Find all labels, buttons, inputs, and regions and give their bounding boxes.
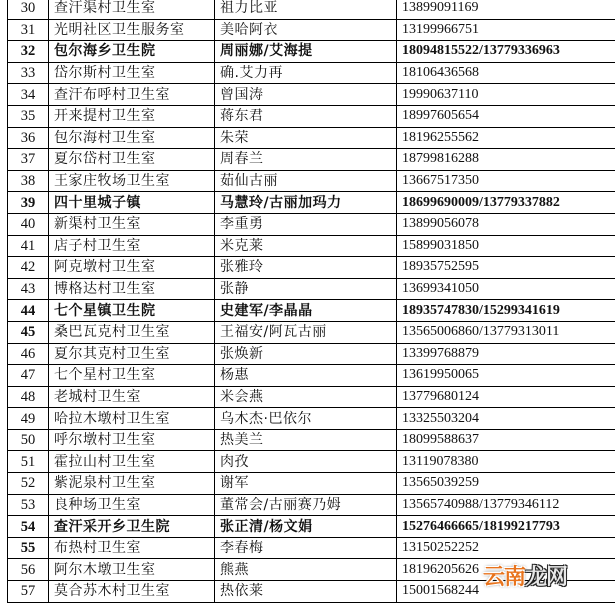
row-number: 31: [8, 19, 49, 41]
phone-cell: 18094815522/13779336963: [397, 41, 615, 63]
facility-name-cell: 包尔海乡卫生院: [49, 41, 215, 63]
table-row: [8, 451, 615, 473]
contact-person-cell: 李重勇: [215, 213, 397, 235]
contact-person-cell: 肉孜: [215, 451, 397, 473]
row-number: 54: [8, 516, 49, 538]
facility-name-cell: 呼尔墩村卫生室: [49, 429, 215, 451]
contact-person-cell: 周春兰: [215, 149, 397, 171]
table-row: [8, 365, 615, 387]
row-number: 30: [8, 0, 49, 19]
phone-cell: 15276466665/18199217793: [397, 516, 615, 538]
facility-name-cell: 良种场卫生室: [49, 494, 215, 516]
facility-name-cell: 夏尔其克村卫生室: [49, 343, 215, 365]
table-row: [8, 494, 615, 516]
contact-person-cell: 热美兰: [215, 429, 397, 451]
contact-person-cell: 乌木杰·巴依尔: [215, 408, 397, 430]
phone-cell: 15001568244: [397, 581, 615, 603]
facility-name-cell: 包尔海村卫生室: [49, 127, 215, 149]
contact-person-cell: 史建军/李晶晶: [215, 300, 397, 322]
table-body: [8, 0, 615, 602]
table-row: [8, 19, 615, 41]
table-row: [8, 84, 615, 106]
phone-cell: 15899031850: [397, 235, 615, 257]
row-number: 40: [8, 213, 49, 235]
contact-person-cell: 董常会/古丽赛乃姆: [215, 494, 397, 516]
phone-cell: 18935747830/15299341619: [397, 300, 615, 322]
watermark-text-a: 云南: [483, 565, 526, 590]
facility-name-cell: 哈拉木墩村卫生室: [49, 408, 215, 430]
table-row: [8, 213, 615, 235]
contact-table: [7, 0, 615, 603]
row-number: 33: [8, 62, 49, 84]
table-row: [8, 321, 615, 343]
watermark-text-b: 龙网: [525, 565, 568, 590]
facility-name-cell: 桑巴瓦克村卫生室: [49, 321, 215, 343]
facility-name-cell: 查汗布呼村卫生室: [49, 84, 215, 106]
contact-person-cell: 马慧玲/古丽加玛力: [215, 192, 397, 214]
contact-person-cell: 李春梅: [215, 537, 397, 559]
facility-name-cell: 夏尔岱村卫生室: [49, 149, 215, 171]
facility-name-cell: 王家庄牧场卫生室: [49, 170, 215, 192]
facility-name-cell: 新渠村卫生室: [49, 213, 215, 235]
table-row: [8, 0, 615, 19]
contact-person-cell: 周丽娜/艾海提: [215, 41, 397, 63]
contact-person-cell: 米克莱: [215, 235, 397, 257]
facility-name-cell: 老城村卫生室: [49, 386, 215, 408]
row-number: 38: [8, 170, 49, 192]
contact-person-cell: 张静: [215, 278, 397, 300]
table-row: [8, 192, 615, 214]
row-number: 39: [8, 192, 49, 214]
table-row: [8, 278, 615, 300]
facility-name-cell: 博格达村卫生室: [49, 278, 215, 300]
contact-person-cell: 热依莱: [215, 581, 397, 603]
contact-person-cell: 美哈阿衣: [215, 19, 397, 41]
facility-name-cell: 开来提村卫生室: [49, 105, 215, 127]
table-row: [8, 235, 615, 257]
table-row: [8, 408, 615, 430]
table-row: [8, 516, 615, 538]
phone-cell: 18106436568: [397, 62, 615, 84]
facility-name-cell: 查汗渠村卫生室: [49, 0, 215, 19]
contact-person-cell: 谢军: [215, 473, 397, 495]
facility-name-cell: 阿克墩村卫生室: [49, 257, 215, 279]
phone-cell: 13565006860/13779313011: [397, 321, 615, 343]
facility-name-cell: 岱尔斯村卫生室: [49, 62, 215, 84]
facility-name-cell: 莫合苏木村卫生室: [49, 581, 215, 603]
row-number: 57: [8, 581, 49, 603]
table-row: [8, 127, 615, 149]
contact-person-cell: 茹仙古丽: [215, 170, 397, 192]
contact-person-cell: 曾国涛: [215, 84, 397, 106]
facility-name-cell: 查汗采开乡卫生院: [49, 516, 215, 538]
row-number: 51: [8, 451, 49, 473]
phone-cell: 13899091169: [397, 0, 615, 19]
table-row: [8, 149, 615, 171]
row-number: 47: [8, 365, 49, 387]
contact-person-cell: 张雅玲: [215, 257, 397, 279]
phone-cell: 13699341050: [397, 278, 615, 300]
row-number: 43: [8, 278, 49, 300]
phone-cell: 19990637110: [397, 84, 615, 106]
phone-cell: 13565740988/13779346112: [397, 494, 615, 516]
row-number: 46: [8, 343, 49, 365]
contact-person-cell: 米会燕: [215, 386, 397, 408]
facility-name-cell: 布热村卫生室: [49, 537, 215, 559]
row-number: 48: [8, 386, 49, 408]
row-number: 52: [8, 473, 49, 495]
phone-cell: 13325503204: [397, 408, 615, 430]
phone-cell: 18997605654: [397, 105, 615, 127]
table-row: [8, 537, 615, 559]
contact-person-cell: 张正清/杨文娟: [215, 516, 397, 538]
row-number: 45: [8, 321, 49, 343]
phone-cell: 13667517350: [397, 170, 615, 192]
table-row: [8, 473, 615, 495]
phone-cell: 13565039259: [397, 473, 615, 495]
row-number: 41: [8, 235, 49, 257]
row-number: 53: [8, 494, 49, 516]
table-row: [8, 300, 615, 322]
facility-name-cell: 七个星村卫生室: [49, 365, 215, 387]
row-number: 55: [8, 537, 49, 559]
row-number: 56: [8, 559, 49, 581]
phone-cell: 18699690009/13779337882: [397, 192, 615, 214]
phone-cell: 13899056078: [397, 213, 615, 235]
row-number: 34: [8, 84, 49, 106]
contact-person-cell: 朱荣: [215, 127, 397, 149]
table-row: [8, 41, 615, 63]
phone-cell: 13119078380: [397, 451, 615, 473]
table-row: [8, 105, 615, 127]
contact-person-cell: 祖力比亚: [215, 0, 397, 19]
table-row: [8, 62, 615, 84]
facility-name-cell: 紫泥泉村卫生室: [49, 473, 215, 495]
contact-person-cell: 张焕新: [215, 343, 397, 365]
contact-person-cell: 杨惠: [215, 365, 397, 387]
phone-cell: 13150252252: [397, 537, 615, 559]
facility-name-cell: 霍拉山村卫生室: [49, 451, 215, 473]
facility-name-cell: 七个星镇卫生院: [49, 300, 215, 322]
phone-cell: 18196205626: [397, 559, 615, 581]
table-row: [8, 343, 615, 365]
row-number: 49: [8, 408, 49, 430]
contact-person-cell: 王福安/阿瓦古丽: [215, 321, 397, 343]
phone-cell: 13779680124: [397, 386, 615, 408]
table-row: [8, 170, 615, 192]
phone-cell: 18196255562: [397, 127, 615, 149]
contact-person-cell: 熊燕: [215, 559, 397, 581]
row-number: 37: [8, 149, 49, 171]
row-number: 36: [8, 127, 49, 149]
phone-cell: 18935752595: [397, 257, 615, 279]
row-number: 32: [8, 41, 49, 63]
contact-person-cell: 确.艾力再: [215, 62, 397, 84]
phone-cell: 13199966751: [397, 19, 615, 41]
phone-cell: 13399768879: [397, 343, 615, 365]
row-number: 42: [8, 257, 49, 279]
facility-name-cell: 四十里城子镇: [49, 192, 215, 214]
phone-cell: 18099588637: [397, 429, 615, 451]
row-number: 35: [8, 105, 49, 127]
phone-cell: 18799816288: [397, 149, 615, 171]
site-watermark-logo: [483, 566, 567, 590]
table-row: [8, 386, 615, 408]
contact-person-cell: 蒋东君: [215, 105, 397, 127]
row-number: 50: [8, 429, 49, 451]
facility-name-cell: 阿尔木墩卫生室: [49, 559, 215, 581]
phone-cell: 13619950065: [397, 365, 615, 387]
facility-name-cell: 光明社区卫生服务室: [49, 19, 215, 41]
table-row: [8, 429, 615, 451]
row-number: 44: [8, 300, 49, 322]
facility-name-cell: 店子村卫生室: [49, 235, 215, 257]
table-row: [8, 257, 615, 279]
